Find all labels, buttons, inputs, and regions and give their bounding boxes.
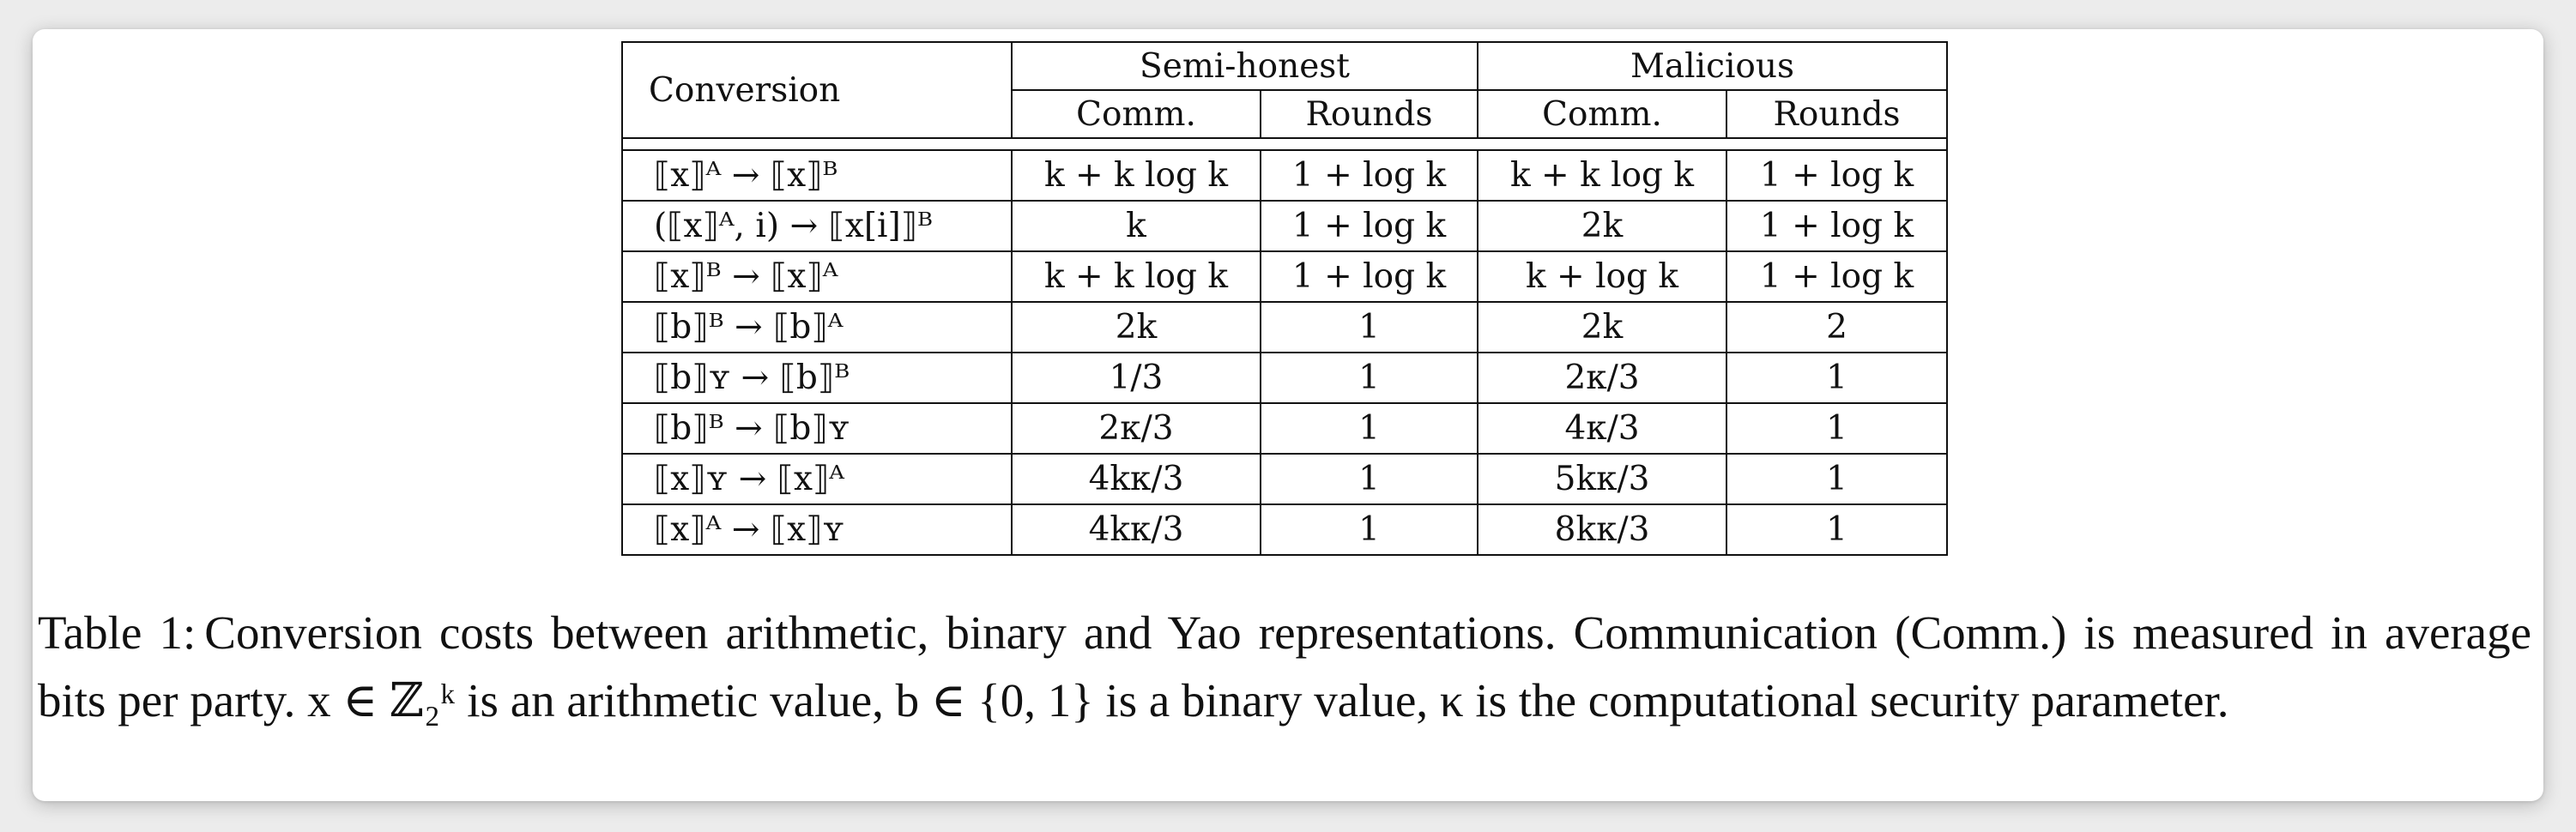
cell-semi-honest-comm: 2k xyxy=(1012,302,1261,353)
cell-semi-honest-rounds: 1 xyxy=(1261,454,1478,504)
header-semi-honest: Semi-honest xyxy=(1012,42,1478,90)
cell-malicious-comm: 4κ/3 xyxy=(1478,403,1726,454)
cell-semi-honest-rounds: 1 xyxy=(1261,403,1478,454)
cell-malicious-comm: 8kκ/3 xyxy=(1478,504,1726,555)
cell-semi-honest-comm: 4kκ/3 xyxy=(1012,454,1261,504)
cell-malicious-rounds: 1 xyxy=(1726,353,1947,403)
cell-semi-honest-comm: 4kκ/3 xyxy=(1012,504,1261,555)
cell-conversion: ⟦x⟧ᴬ → ⟦x⟧ᴮ xyxy=(622,150,1012,201)
cell-malicious-rounds: 1 + log k xyxy=(1726,150,1947,201)
cell-semi-honest-comm: k + k log k xyxy=(1012,150,1261,201)
cell-conversion: ⟦x⟧ʏ → ⟦x⟧ᴬ xyxy=(622,454,1012,504)
cell-malicious-comm: 2k xyxy=(1478,302,1726,353)
cell-malicious-comm: 5kκ/3 xyxy=(1478,454,1726,504)
table-row xyxy=(622,150,1947,201)
cell-malicious-rounds: 1 xyxy=(1726,454,1947,504)
cell-semi-honest-rounds: 1 xyxy=(1261,302,1478,353)
cell-conversion: ⟦b⟧ᴮ → ⟦b⟧ᴬ xyxy=(622,302,1012,353)
cell-semi-honest-rounds: 1 xyxy=(1261,504,1478,555)
cell-malicious-comm: 2κ/3 xyxy=(1478,353,1726,403)
cell-conversion: ⟦x⟧ᴮ → ⟦x⟧ᴬ xyxy=(622,251,1012,302)
cell-malicious-comm: k + k log k xyxy=(1478,150,1726,201)
cell-semi-honest-comm: k + k log k xyxy=(1012,251,1261,302)
cell-malicious-rounds: 1 xyxy=(1726,504,1947,555)
cell-semi-honest-comm: 1/3 xyxy=(1012,353,1261,403)
cell-malicious-comm: 2k xyxy=(1478,201,1726,251)
caption-text: Conversion costs between arithmetic, binary and Yao representations. Communication (Comm.) is measured in average bits per party. x ∈ ℤ₂ᵏ is an arithmetic value, b ∈ {0, 1} is a binary value, κ is the computational security parameter. xyxy=(38,606,2531,726)
cell-malicious-rounds: 2 xyxy=(1726,302,1947,353)
table-row xyxy=(622,353,1947,403)
caption-label: Table 1: xyxy=(38,606,197,659)
table-body xyxy=(622,150,1947,555)
cell-malicious-rounds: 1 xyxy=(1726,403,1947,454)
table-header-row xyxy=(622,42,1947,90)
cell-malicious-rounds: 1 + log k xyxy=(1726,251,1947,302)
conversion-costs-table xyxy=(621,41,1948,556)
cell-conversion: ⟦b⟧ᴮ → ⟦b⟧ʏ xyxy=(622,403,1012,454)
table-row xyxy=(622,302,1947,353)
document-card xyxy=(33,29,2543,801)
table-row xyxy=(622,403,1947,454)
table-caption xyxy=(38,599,2531,734)
cell-malicious-rounds: 1 + log k xyxy=(1726,201,1947,251)
header-sh-comm: Comm. xyxy=(1012,90,1261,138)
cell-conversion: (⟦x⟧ᴬ, i) → ⟦x[i]⟧ᴮ xyxy=(622,201,1012,251)
cell-conversion: ⟦x⟧ᴬ → ⟦x⟧ʏ xyxy=(622,504,1012,555)
cell-semi-honest-rounds: 1 + log k xyxy=(1261,251,1478,302)
table-row xyxy=(622,504,1947,555)
cell-semi-honest-comm: k xyxy=(1012,201,1261,251)
cell-malicious-comm: k + log k xyxy=(1478,251,1726,302)
cell-semi-honest-rounds: 1 + log k xyxy=(1261,150,1478,201)
cell-conversion: ⟦b⟧ʏ → ⟦b⟧ᴮ xyxy=(622,353,1012,403)
cell-semi-honest-rounds: 1 + log k xyxy=(1261,201,1478,251)
table-row xyxy=(622,454,1947,504)
table-row xyxy=(622,251,1947,302)
table-gap xyxy=(622,138,1947,150)
header-mal-rounds: Rounds xyxy=(1726,90,1947,138)
header-sh-rounds: Rounds xyxy=(1261,90,1478,138)
header-conversion: Conversion xyxy=(622,42,1012,138)
header-mal-comm: Comm. xyxy=(1478,90,1726,138)
table-row xyxy=(622,201,1947,251)
cell-semi-honest-rounds: 1 xyxy=(1261,353,1478,403)
header-malicious: Malicious xyxy=(1478,42,1947,90)
cell-semi-honest-comm: 2κ/3 xyxy=(1012,403,1261,454)
